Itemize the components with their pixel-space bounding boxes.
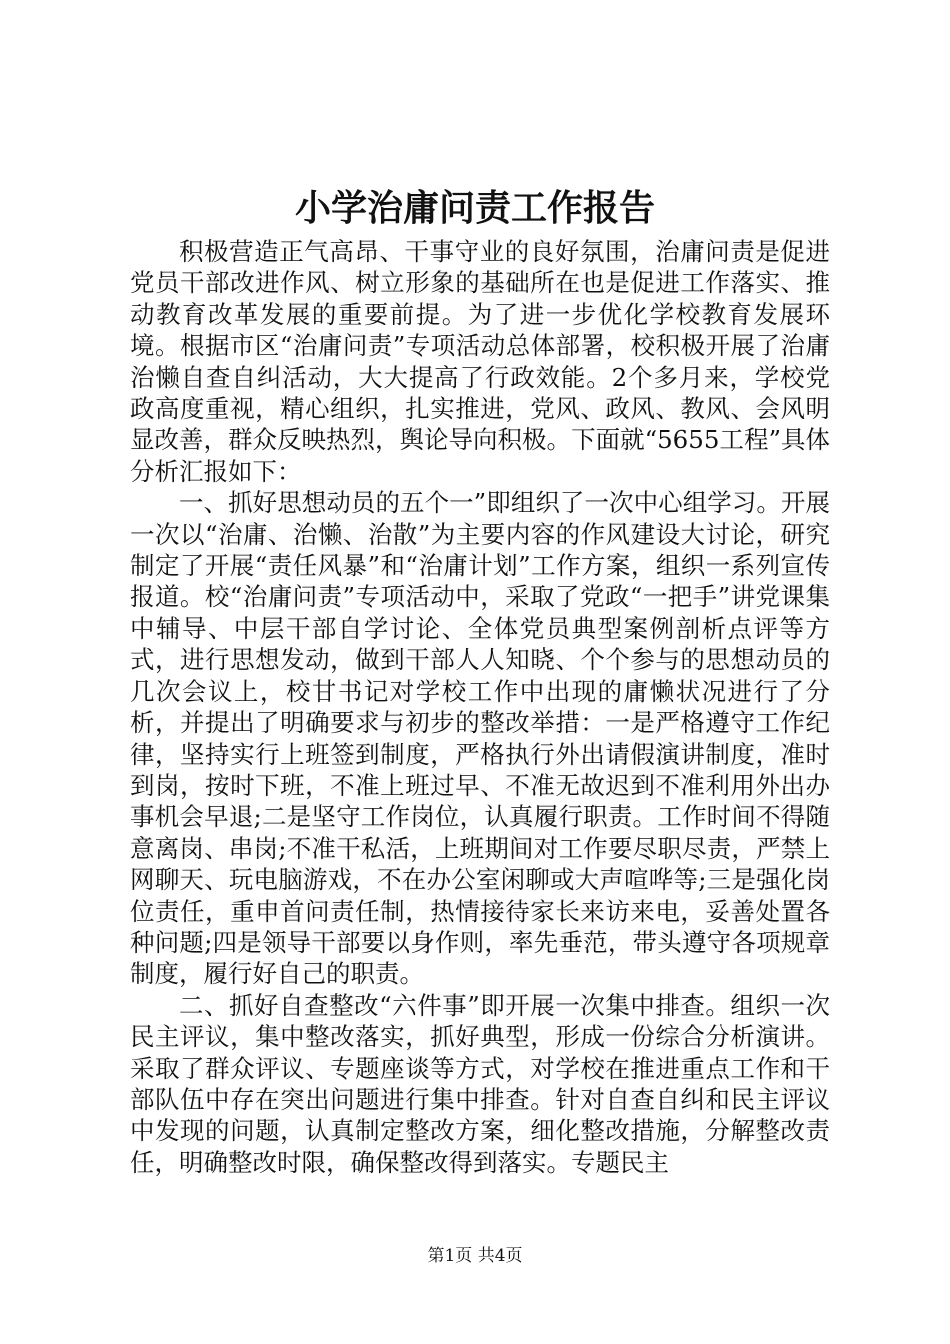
paragraph-intro: 积极营造正气高昂、干事守业的良好氛围，治庸问责是促进党员干部改进作风、树立形象的基础所在也是促进工作落实、推动教育改革发展的重要前提。为了进一步优化学校教育发展环境。根据市区“治庸问责”专项活动总体部署，校积极开展了治庸治懒自查自纠活动，大大提高了行政效能。2个多月来，学校党政高度重视，精心组织，扎实推进，党风、政风、教风、会风明显改善，群众反映热烈，舆论导向积极。下面就“5655工程”具体分析汇报如下： — [130, 237, 830, 486]
paragraph-section-one: 一、抓好思想动员的五个一”即组织了一次中心组学习。开展一次以“治庸、治懒、治散”为主要内容的作风建设大讨论，研究制定了开展“责任风暴”和“治庸计划”工作方案，组织一系列宣传报道。校“治庸问责”专项活动中，采取了党政“一把手”讲党课集中辅导、中层干部自学讨论、全体党员典型案例剖析点评等方式，进行思想发动，做到干部人人知晓、个个参与的思想动员的几次会议上，校甘书记对学校工作中出现的庸懒状况进行了分析，并提出了明确要求与初步的整改举措：一是严格遵守工作纪律，坚持实行上班签到制度，严格执行外出请假演讲制度，准时到岗，按时下班，不准上班过早、不准无故迟到不准利用外出办事机会早退;二是坚守工作岗位，认真履行职责。工作时间不得随意离岗、串岗;不准干私活，上班期间对工作要尽职尽责，严禁上网聊天、玩电脑游戏，不在办公室闲聊或大声喧哗等;三是强化岗位责任，重申首问责任制，热情接待家长来访来电，妥善处置各种问题;四是领导干部要以身作则，率先垂范，带头遵守各项规章制度，履行好自己的职责。 — [130, 488, 830, 989]
document-title: 小学治庸问责工作报告 — [294, 187, 655, 229]
paragraph-section-two: 二、抓好自查整改“六件事”即开展一次集中排查。组织一次民主评议，集中整改落实，抓好典型，形成一份综合分析演讲。采取了群众评议、专题座谈等方式，对学校在推进重点工作和干部队伍中存在突出问题进行集中排查。针对自查自纠和民主评议中发现的问题，认真制定整改方案，细化整改措施，分解整改责任，明确整改时限，确保整改得到落实。专题民主 — [130, 990, 830, 1177]
document-body — [130, 236, 830, 1178]
page-number-footer: 第1页 共4页 — [427, 1246, 523, 1266]
